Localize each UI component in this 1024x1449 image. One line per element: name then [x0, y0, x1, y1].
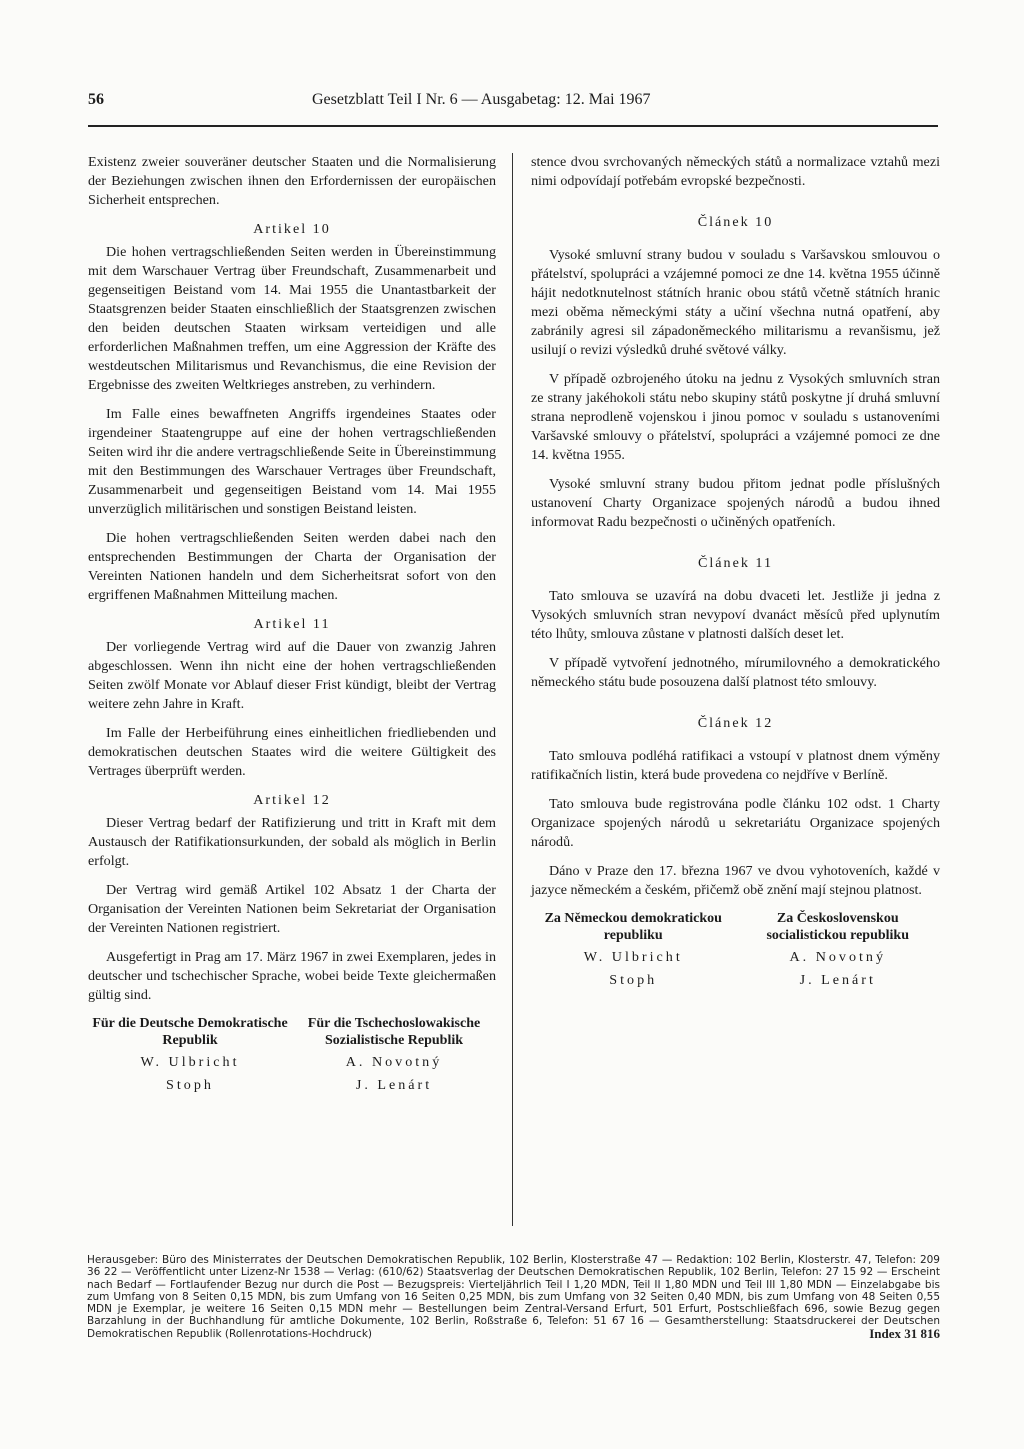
signatory-name: W. Ulbricht: [140, 1054, 240, 1070]
signatory-name: Stoph: [166, 1077, 214, 1093]
czech-column: [531, 153, 940, 990]
signatory-name: J. Lenárt: [355, 1077, 433, 1093]
signature-block: [88, 1015, 496, 1095]
paragraph: Vysoké smluvní strany budou v souladu s Varšavskou smlouvou o přátelství, spolupráci a vzájemné pomoci ze dne 14. května 1955 účinně hájit nedotknutelnost státních hranic obou států včetně státních hranic mezi oběma německými státy a učiní všechna nutná opatření, aby zabránily agresi sil západoněmeckého militarismu a revanšismu, jež usilují o revizi výsledků druhé světové války.: [531, 247, 940, 358]
article-heading: Artikel 12: [253, 792, 331, 808]
paragraph: Vysoké smluvní strany budou přitom jednat podle příslušných ustanovení Charty Organizace spojených národů a budou ihned informovat Radu bezpečnosti o učiněných opatřeních.: [531, 476, 940, 530]
signatory-gdr: [531, 910, 736, 990]
imprint-text: Herausgeber: Büro des Ministerrates der Deutschen Demokratischen Republik, 102 Berlin, Klosterstraße 47 — Redaktion: 102 Berlin, Klosterstr. 47, Telefon: 209 36 22 — Veröffentlicht unter Lizenz-Nr 1538 — Verlag: (610/62) Staatsverlag der Deutschen Demokratischen Republik, 102 Berlin, Telefon: 27 15 92 — Erscheint nach Bedarf — Fortlaufender Bezug nur durch die Post — Bezugspreis: Vierteljährlich Teil I 1,20 MDN, Teil II 1,80 MDN und Teil III 1,80 MDN — Einzelabgabe bis zum Umfang von 8 Seiten 0,15 MDN, bis zum Umfang von 16 Seiten 0,25 MDN, bis zum Umfang von 32 Seiten 0,40 MDN, bis zum Umfang von 48 Seiten 0,55 MDN je Exemplar, je weitere 16 Seiten 0,15 MDN mehr — Bestellungen beim Zentral-Versand Erfurt, 501 Erfurt, Postschließfach 696, sowie Bezug gegen Barzahlung in der Buchhandlung für amtliche Dokumente, 102 Berlin, Roßstraße 6, Telefon: 51 67 16 — Gesamtherstellung: Staatsdruckerei der Deutschen Demokratischen Republik (Rollenrotations-Hochdruck): [87, 1254, 940, 1340]
index-number: Index 31 816: [869, 1325, 940, 1341]
signatory-heading: Za Československou socialistickou republiku: [766, 911, 909, 943]
signatory-heading: Für die Deutsche Demokratische Republik: [92, 1016, 288, 1048]
intro-paragraph: Existenz zweier souveräner deutscher Staaten und die Normalisierung der Beziehungen zwischen ihnen den Erfordernissen der europäischen Sicherheit entsprechen.: [88, 154, 496, 208]
publisher-imprint: [87, 1254, 940, 1340]
paragraph: Der vorliegende Vertrag wird auf die Dauer von zwanzig Jahren abgeschlossen. Wenn ihn nicht eine der hohen vertragschließenden Seiten zwölf Monate vor Ablauf dieser Frist kündigt, bleibt der Vertrag weitere zehn Jahre in Kraft.: [88, 639, 496, 712]
german-column: [88, 153, 496, 1095]
paragraph: Dáno v Praze den 17. března 1967 ve dvou vyhotoveních, každé v jazyce německém a českém, přičemž obě znění mají stejnou platnost.: [531, 863, 940, 898]
paragraph: V případě ozbrojeného útoku na jednu z Vysokých smluvních stran ze strany jakéhokoli státu nebo skupiny států poskytne jí druhá smluvní strana neprodleně vojenskou i jinou pomoc v souladu s ustanoveními Varšavské smlouvy o přátelství, spolupráci a vzájemné pomoci ze dne 14. května 1955.: [531, 371, 940, 463]
paragraph: Der Vertrag wird gemäß Artikel 102 Absatz 1 der Charta der Organisation der Vereinten Nationen beim Sekretariat der Organisation der Vereinten Nationen registriert.: [88, 882, 496, 936]
signatory-cssr: [736, 910, 941, 990]
paragraph: Die hohen vertragschließenden Seiten werden in Übereinstimmung mit dem Warschauer Vertrag über Freundschaft, Zusammenarbeit und gegenseitigen Beistand vom 14. Mai 1955 die Unantastbarkeit der Staatsgrenzen beider Staaten einschließlich der Staatsgrenzen zwischen den beiden deutschen Staaten wirksam verteidigen und alle erforderlichen Maßnahmen treffen, um eine Aggression der Kräfte des westdeutschen Militarismus und Revanchismus, die eine Revision der Ergebnisse des zweiten Weltkrieges anstreben, zu verhindern.: [88, 244, 496, 393]
signature-block: [531, 910, 940, 990]
signatory-cssr: [292, 1015, 496, 1095]
signatory-name: J. Lenárt: [799, 972, 876, 988]
signatory-name: Stoph: [609, 972, 658, 988]
paragraph: Im Falle eines bewaffneten Angriffs irgendeines Staates oder irgendeiner Staatengruppe auf eine der hohen vertragschließenden Seiten wird ihr die andere vertragschließende Seite in Übereinstimmung mit den Bestimmungen des Warschauer Vertrages über Freundschaft, Zusammenarbeit und gegenseitigen Beistand vom 14. Mai 1955 unverzüglich militärischen und sonstigen Beistand leisten.: [88, 406, 496, 517]
paragraph: Tato smlouva podléhá ratifikaci a vstoupí v platnost dnem výměny ratifikačních listin, která bude provedena co nejdříve v Berlíně.: [531, 748, 940, 783]
signatory-heading: Für die Tschechoslowakische Sozialistische Republik: [307, 1016, 481, 1048]
signatory-name: W. Ulbricht: [583, 949, 683, 965]
signatory-name: A. Novotný: [345, 1054, 443, 1070]
article-heading: Článek 10: [697, 214, 774, 230]
signatory-heading: Za Německou demokratickou republiku: [544, 911, 722, 943]
signatory-name: A. Novotný: [789, 949, 887, 965]
article-heading: Článek 12: [697, 715, 774, 731]
page-number: 56: [88, 91, 104, 108]
paragraph: V případě vytvoření jednotného, mírumilovného a demokratického německého státu bude posouzena další platnost této smlouvy.: [531, 655, 940, 690]
paragraph: Ausgefertigt in Prag am 17. März 1967 in zwei Exemplaren, jedes in deutscher und tschechischer Sprache, wobei beide Texte gleichermaßen gültig sind.: [88, 949, 496, 1003]
page-header: [88, 91, 936, 118]
signatory-gdr: [88, 1015, 292, 1095]
paragraph: Tato smlouva se uzavírá na dobu dvaceti let. Jestliže ji jedna z Vysokých smluvních stran nevypoví dvanáct měsíců před uplynutím této lhůty, smlouva zůstane v platnosti dalších deset let.: [531, 588, 940, 642]
paragraph: Im Falle der Herbeiführung eines einheitlichen friedliebenden und demokratischen deutschen Staates wird die weitere Gültigkeit des Vertrages überprüft werden.: [88, 725, 496, 779]
paragraph: Die hohen vertragschließenden Seiten werden dabei nach den entsprechenden Bestimmungen der Charta der Organisation der Vereinten Nationen handeln und dem Sicherheitsrat sofort von den ergriffenen Maßnahmen Mitteilung machen.: [88, 530, 496, 603]
running-head: Gesetzblatt Teil I Nr. 6 — Ausgabetag: 12. Mai 1967: [312, 91, 651, 108]
intro-paragraph: stence dvou svrchovaných německých států a normalizace vztahů mezi nimi odpovídají potřebám evropské bezpečnosti.: [531, 154, 940, 189]
column-divider: [512, 153, 513, 1226]
article-heading: Artikel 11: [253, 616, 331, 632]
article-heading: Článek 11: [697, 555, 773, 571]
paragraph: Tato smlouva bude registrována podle článku 102 odst. 1 Charty Organizace spojených národů u sekretariátu Organizace spojených národů.: [531, 796, 940, 850]
paragraph: Dieser Vertrag bedarf der Ratifizierung und tritt in Kraft mit dem Austausch der Ratifikationsurkunden, der sobald als möglich in Berlin erfolgt.: [88, 815, 496, 869]
article-heading: Artikel 10: [253, 221, 331, 237]
header-rule: [88, 125, 938, 127]
